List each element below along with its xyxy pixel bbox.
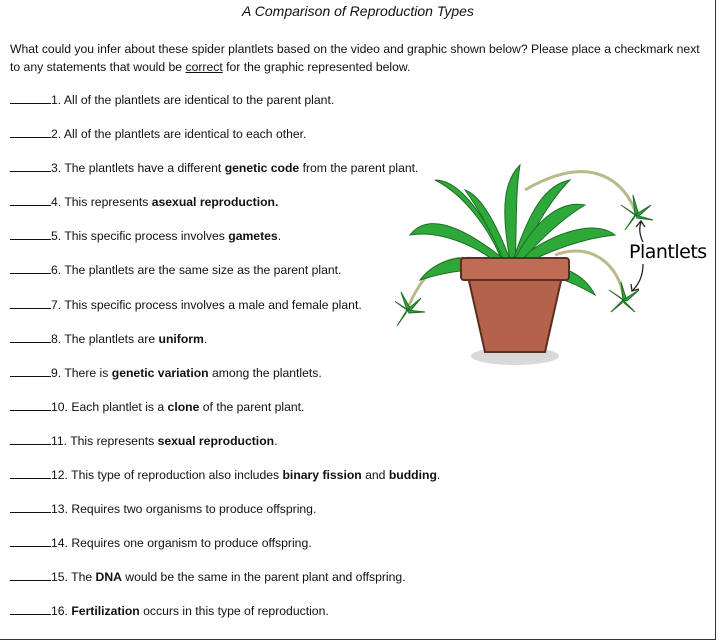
statement-text-end: from the parent plant.	[299, 161, 419, 176]
statement-number: 14.	[51, 536, 68, 551]
checkmark-blank[interactable]	[10, 228, 51, 240]
statement-number: 4.	[51, 195, 62, 210]
statement-text: The plantlets have a different	[61, 161, 225, 176]
statement-text: This represents	[67, 433, 158, 448]
statement-text-end: and	[361, 468, 389, 483]
statement-item	[10, 501, 440, 535]
statement-number: 15.	[51, 570, 68, 585]
checkmark-blank[interactable]	[10, 433, 51, 445]
statement-bold-term: uniform	[158, 331, 204, 346]
checkmark-blank[interactable]	[10, 160, 51, 172]
statement-text-end: would be the same in the parent plant and offspring.	[121, 570, 406, 585]
statement-number: 8.	[51, 331, 62, 346]
statement-text-end: .	[203, 331, 208, 346]
statement-bold-term: clone	[167, 399, 200, 414]
checkmark-blank[interactable]	[10, 297, 51, 309]
statement-bold-term: budding	[388, 468, 437, 483]
pot-body	[467, 272, 563, 352]
statement-text: This specific process involves	[61, 229, 229, 244]
statement-number: 10.	[51, 399, 68, 414]
statement-number: 9.	[51, 365, 62, 380]
statement-item	[10, 535, 440, 569]
statement-text-end: occurs in this type of reproduction.	[139, 604, 329, 619]
statement-number: 12.	[51, 468, 68, 483]
statement-text: This specific process involves a male and female plant.	[61, 297, 362, 312]
statement-number: 6.	[51, 263, 62, 278]
checkmark-blank[interactable]	[10, 535, 51, 547]
statement-number: 13.	[51, 502, 68, 517]
statement-bold-term: genetic variation	[111, 365, 209, 380]
statement-number: 11.	[51, 433, 68, 448]
arrow-down-icon	[633, 264, 643, 290]
plantlets-label: Plantlets	[629, 241, 707, 263]
statement-bold-term: binary fission	[282, 468, 362, 483]
statement-text: The plantlets are the same size as the parent plant.	[61, 263, 342, 278]
pot-rim	[461, 258, 569, 280]
statement-text: Requires two organisms to produce offspring.	[67, 502, 317, 517]
statement-text: The	[67, 570, 96, 585]
statement-text: All of the plantlets are identical to each other.	[61, 127, 307, 142]
instructions-text-end: for the graphic represented below.	[222, 60, 411, 74]
statement-text-end: .	[436, 468, 441, 483]
plantlet-left	[395, 292, 425, 326]
statement-text: The plantlets are	[61, 331, 159, 346]
statement-number: 5.	[51, 229, 62, 244]
statement-bold-term: sexual reproduction	[157, 433, 275, 448]
statement-text: This represents	[61, 195, 152, 210]
statement-text: Requires one organism to produce offspring.	[67, 536, 312, 551]
statement-text-end: .	[274, 433, 278, 448]
instructions	[10, 40, 710, 76]
checkmark-blank[interactable]	[10, 262, 51, 274]
statement-item	[10, 228, 440, 262]
statement-item	[10, 603, 440, 637]
instructions-underlined: correct	[185, 60, 223, 74]
statement-text: All of the plantlets are identical to the parent plant.	[61, 93, 335, 107]
statement-bold-term: gametes	[228, 229, 278, 244]
statement-item	[10, 92, 440, 126]
worksheet-title: A Comparison of Reproduction Types	[242, 3, 474, 19]
statement-bold-term: Fertilization	[71, 604, 140, 619]
statement-text: There is	[61, 365, 112, 380]
plantlet-upper-right	[621, 195, 653, 230]
checkmark-blank[interactable]	[10, 467, 51, 479]
spider-plant-figure	[395, 160, 715, 380]
checkmark-blank[interactable]	[10, 126, 51, 138]
statement-item	[10, 365, 440, 399]
statement-item	[10, 467, 440, 501]
statement-text-end: .	[277, 229, 282, 244]
statement-item	[10, 126, 440, 160]
statement-item	[10, 297, 440, 331]
arrow-up-icon	[640, 222, 643, 242]
statement-number: 2.	[51, 127, 62, 142]
statement-bold-term: genetic code	[224, 161, 300, 176]
plantlet-lower-right	[609, 282, 639, 312]
statement-item	[10, 433, 440, 467]
statement-item	[10, 331, 440, 365]
checkmark-blank[interactable]	[10, 194, 51, 206]
statement-bold-term: asexual reproduction.	[151, 195, 279, 210]
statement-number: 3.	[51, 161, 62, 176]
statement-item	[10, 262, 440, 296]
checkmark-blank[interactable]	[10, 399, 51, 411]
checkmark-blank[interactable]	[10, 365, 51, 377]
statement-number: 7.	[51, 297, 62, 312]
statement-item	[10, 160, 440, 194]
statement-text-end: of the parent plant.	[199, 399, 305, 414]
instructions-text: What could you infer about these spider plantlets based on the video and graphic shown below? Please place a checkmark next to any statements that would be	[10, 42, 700, 74]
statement-text: This type of reproduction also includes	[67, 468, 283, 483]
checkmark-blank[interactable]	[10, 603, 51, 615]
statement-item	[10, 569, 440, 603]
checkmark-blank[interactable]	[10, 569, 51, 581]
statement-item	[10, 399, 440, 433]
checkmark-blank[interactable]	[10, 501, 51, 513]
statement-text-end: among the plantlets.	[208, 365, 322, 380]
statement-text: Each plantlet is a	[67, 399, 168, 414]
statement-number: 16.	[51, 604, 68, 619]
statement-item	[10, 194, 440, 228]
statement-list	[10, 92, 440, 638]
checkmark-blank[interactable]	[10, 331, 51, 343]
statement-number: 1.	[51, 93, 62, 107]
statement-bold-term: DNA	[95, 570, 122, 585]
checkmark-blank[interactable]	[10, 92, 51, 104]
